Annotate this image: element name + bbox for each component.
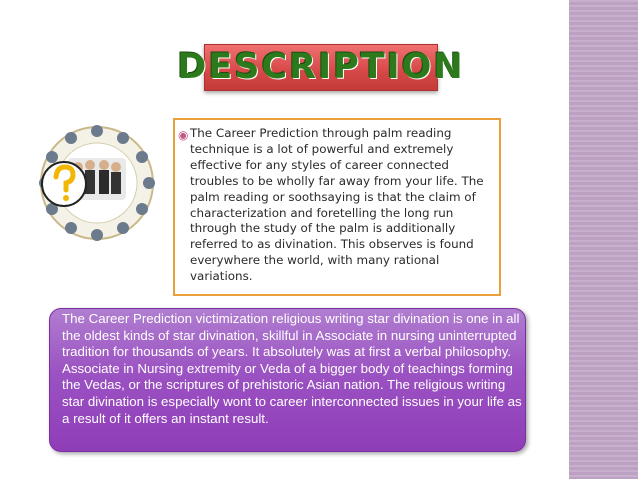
career-zodiac-illustration — [38, 120, 156, 245]
description-box — [173, 118, 501, 296]
description-text: The Career Prediction through palm reading technique is a lot of powerful and extremely effective for any styles of career connected troubles to be wholly far away from your life. The palm reading or soothsaying is that the claim of characterization and foretelling the long run through the study of the palm is additionally referred to as divination. This observes is found everywhere the world, with many rational variations. — [190, 126, 484, 284]
question-mark-icon — [42, 162, 86, 206]
info-text: The Career Prediction victimization religious writing star divination is one in all the oldest kinds of star divination, skillful in Associate in nursing uninterrupted tradition for thousands of years. It absolutely was at first a verbal philosophy. Associate in Nursing extremity or Veda of a bigger body of teachings forming the Vedas, or the scriptures of prehistoric Asian nation. The religious writing star divination is especially wont to career interconnected issues in your life as a result of it offers an instant result. — [62, 311, 522, 426]
slide-title: DESCRIPTION — [177, 47, 465, 87]
bullet-icon: ◉ — [178, 128, 189, 142]
side-decor-bar — [569, 0, 638, 479]
title-banner — [177, 44, 465, 91]
